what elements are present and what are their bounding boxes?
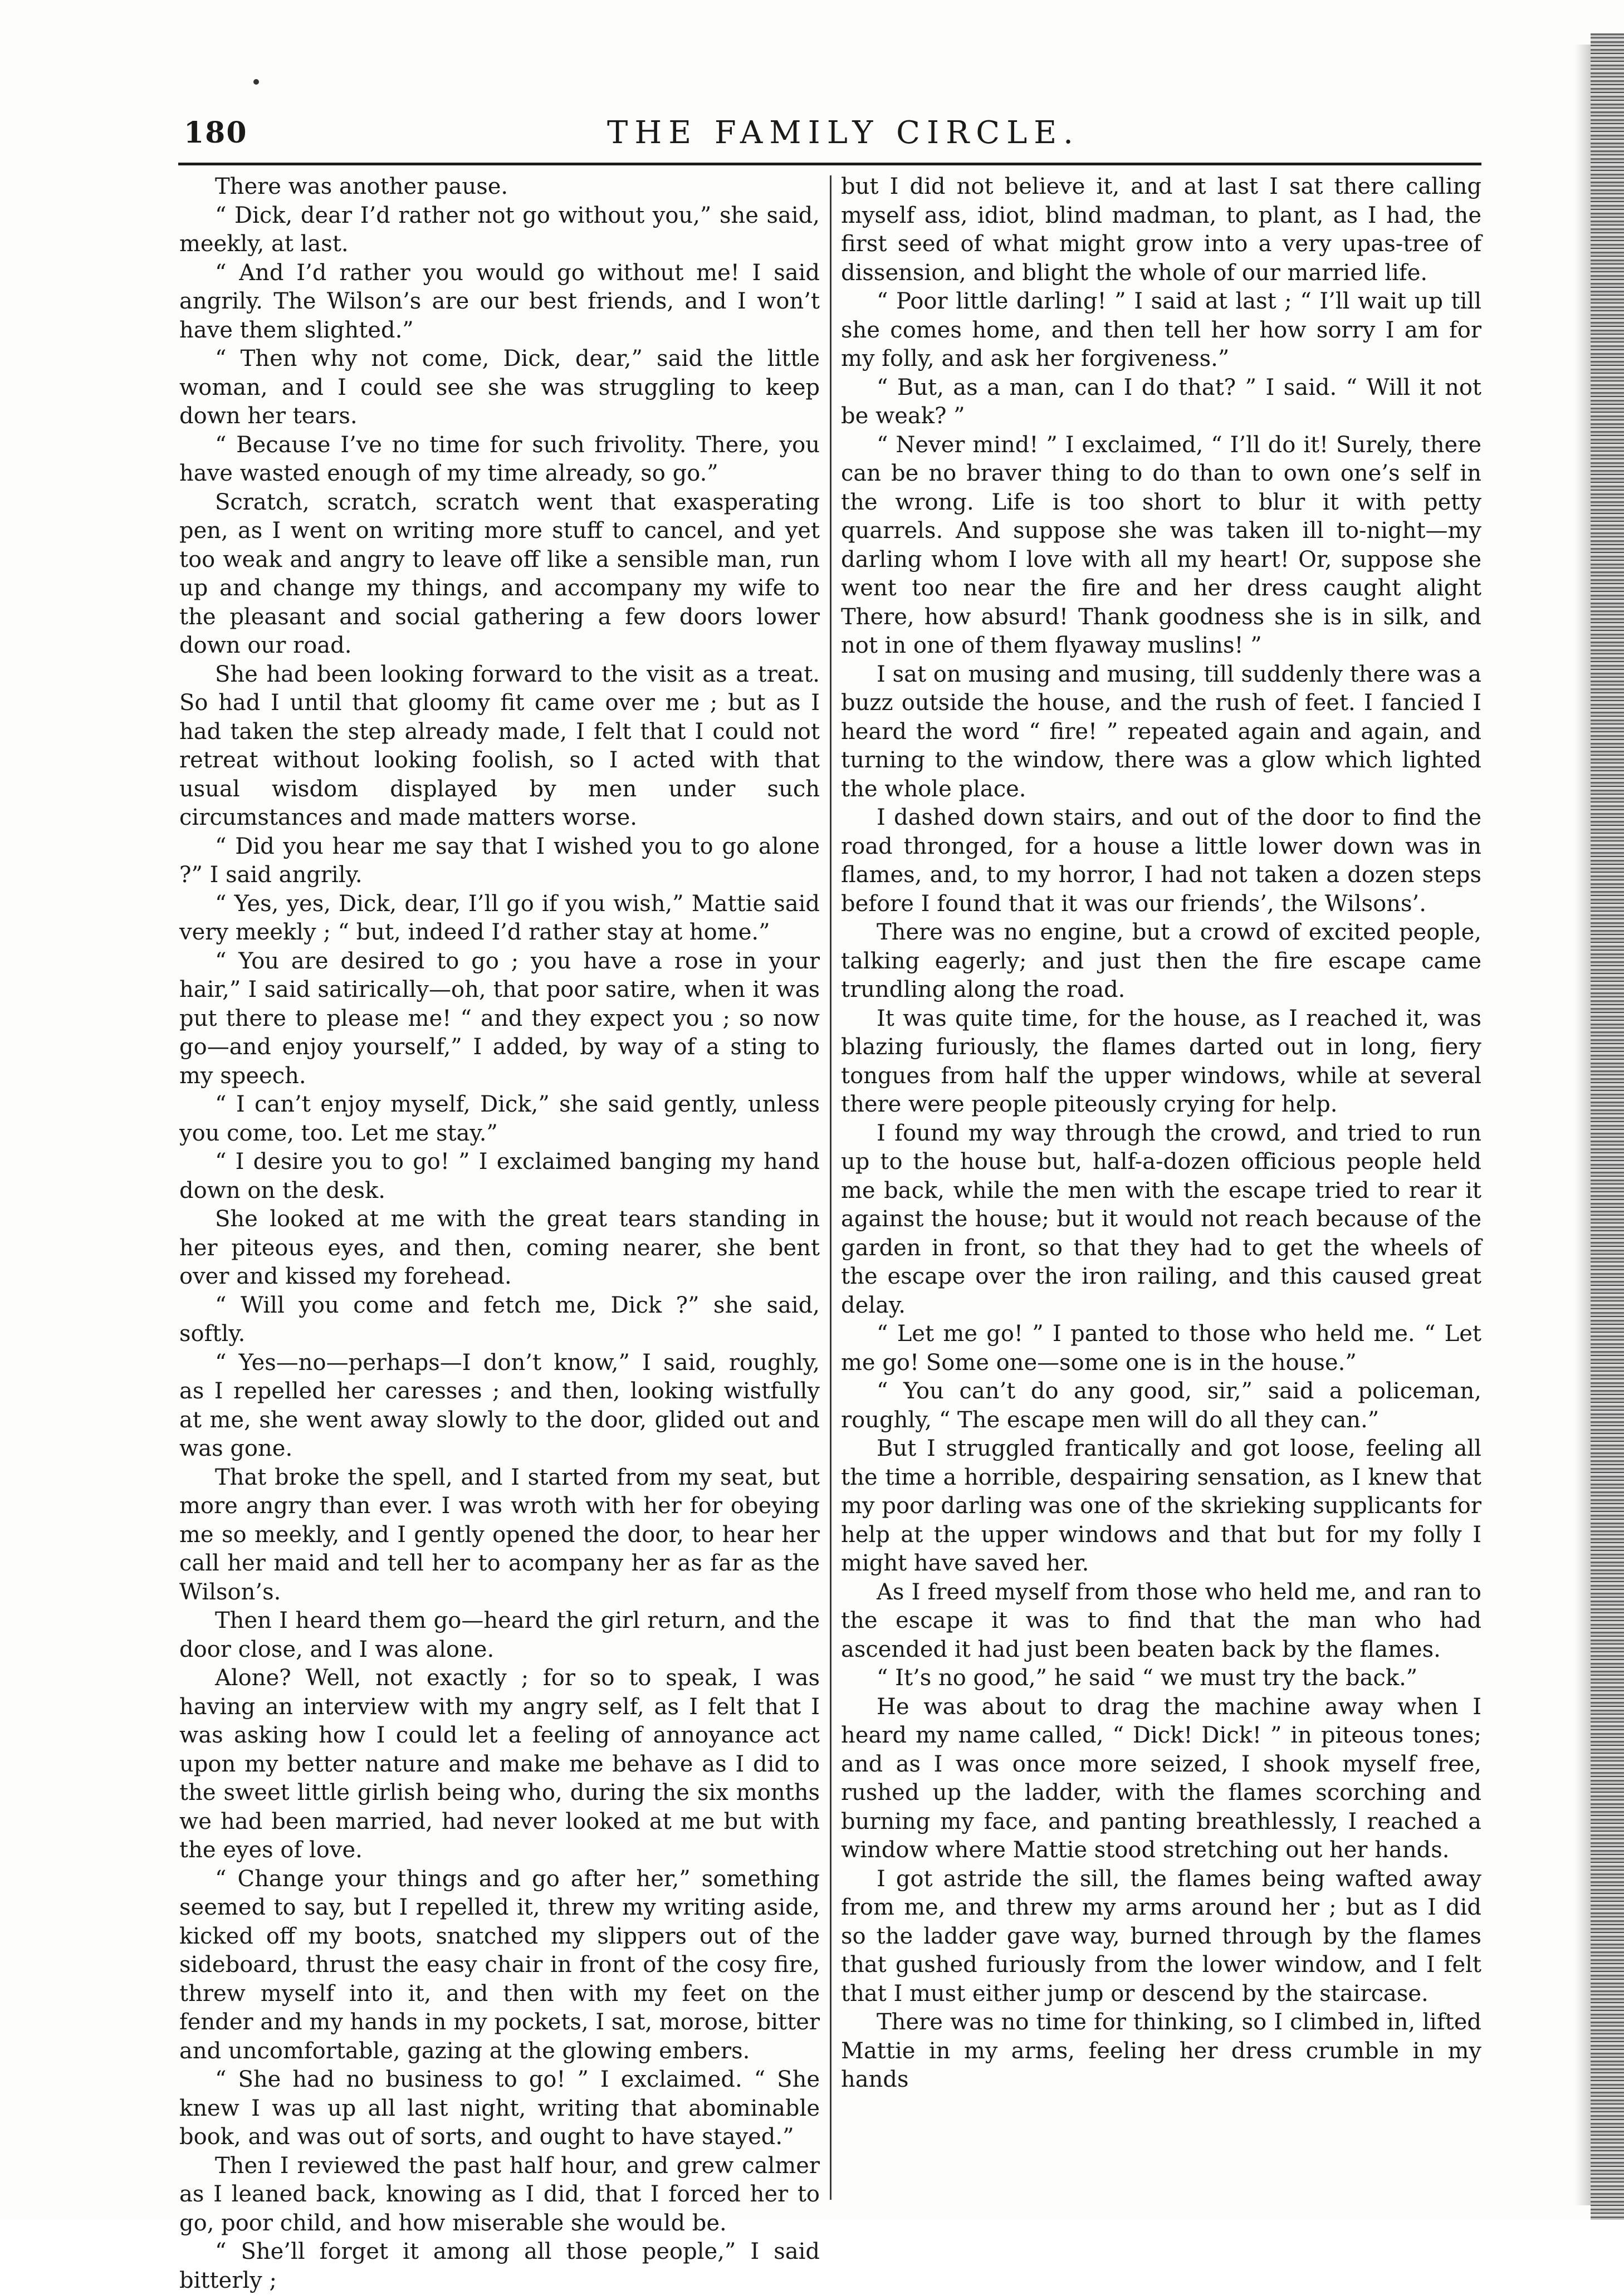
paragraph: but I did not believe it, and at last I sat there calling myself ass, idiot, blind madman, to plant, as I had, the first seed of what might grow into a very upas-tree of dissension, and blight the whole of our married life. xyxy=(841,174,1481,286)
paragraph: “ Yes, yes, Dick, dear, I’ll go if you wish,” Mattie said very meekly ; “ but, indeed I’d rather stay at home.” xyxy=(179,890,820,945)
paragraph: It was quite time, for the house, as I reached it, was blazing furiously, the flames darted out in long, fiery tongues from half the upper windows, while at several there were people piteously crying for help. xyxy=(841,1005,1481,1117)
running-title: THE FAMILY CIRCLE. xyxy=(607,115,1080,151)
paragraph: Scratch, scratch, scratch went that exasperating pen, as I went on writing more stuff to cancel, and yet too weak and angry to leave off like a sensible man, run up and change my things, and accompany my wife to the pleasant and social gathering a few doors lower down our road. xyxy=(179,489,820,658)
paragraph: “ Yes—no—perhaps—I don’t know,” I said, roughly, as I repelled her caresses ; and then, looking wistfully at me, she went away slowly to the door, glided out and was gone. xyxy=(179,1349,820,1461)
page-number: 180 xyxy=(184,116,248,150)
paragraph: There was no engine, but a crowd of excited people, talking eagerly; and just then the fire escape came trundling along the road. xyxy=(841,919,1481,1002)
paragraph: Alone? Well, not exactly ; for so to speak, I was having an interview with my angry self, as I felt that I was asking how I could let a feeling of annoyance act upon my better nature and make me behave as I did to the sweet little girlish being who, during the six months we had been married, had never looked at me but with the eyes of love. xyxy=(179,1665,820,1863)
page-header xyxy=(184,116,1481,159)
ink-speck xyxy=(253,79,259,85)
paragraph: I found my way through the crowd, and tried to run up to the house but, half-a-dozen officious people held me back, while the men with the escape tried to rear it against the house; but it would not reach because of the garden in front, so that they had to get the wheels of the escape over the iron railing, and this caused great delay. xyxy=(841,1120,1481,1318)
paragraph: Then I heard them go—heard the girl return, and the door close, and I was alone. xyxy=(179,1608,820,1662)
paragraph: “ Will you come and fetch me, Dick ?” she said, softly. xyxy=(179,1292,820,1347)
paragraph: “ Change your things and go after her,” something seemed to say, but I repelled it, threw my writing aside, kicked off my boots, snatched my slippers out of the sideboard, thrust the easy chair in front of the cosy fire, threw myself into it, and then with my feet on the fender and my hands in my pockets, I sat, morose, bitter and uncomfortable, gazing at the glowing embers. xyxy=(179,1866,820,2064)
paragraph: “ She had no business to go! ” I exclaimed. “ She knew I was up all last night, writing that abominable book, and was out of sorts, and ought to have stayed.” xyxy=(179,2067,820,2150)
paragraph: “ She’ll forget it among all those people,” I said bitterly ; xyxy=(179,2239,820,2293)
right-column xyxy=(841,173,1481,2200)
paragraph: “ Poor little darling! ” I said at last ; “ I’ll wait up till she comes home, and then tell her how sorry I am for my folly, and ask her forgiveness.” xyxy=(841,288,1481,371)
paragraph: “ But, as a man, can I do that? ” I said. “ Will it not be weak? ” xyxy=(841,374,1481,429)
binding-edge xyxy=(1591,33,1624,2220)
column-divider xyxy=(830,175,831,2200)
paragraph: As I freed myself from those who held me, and ran to the escape it was to find that the man who had ascended it had just been beaten back by the flames. xyxy=(841,1579,1481,1662)
paragraph: I sat on musing and musing, till suddenly there was a buzz outside the house, and the rush of feet. I fancied I heard the word “ fire! ” repeated again and again, and turning to the window, there was a glow which lighted the whole place. xyxy=(841,661,1481,802)
paragraph: “ Dick, dear I’d rather not go without you,” she said, meekly, at last. xyxy=(179,202,820,257)
paragraph: He was about to drag the machine away when I heard my name called, “ Dick! Dick! ” in piteous tones; and as I was once more seized, I shook myself free, rushed up the ladder, with the flames scorching and burning my face, and panting breathlessly, I reached a window where Mattie stood stretching out her hands. xyxy=(841,1694,1481,1863)
paragraph: Then I reviewed the past half hour, and grew calmer as I leaned back, knowing as I did, that I forced her to go, poor child, and how miserable she would be. xyxy=(179,2152,820,2236)
binding-shadow xyxy=(1575,45,1591,2205)
paragraph: There was another pause. xyxy=(215,174,508,199)
paragraph: She looked at me with the great tears standing in her piteous eyes, and then, coming nearer, she bent over and kissed my forehead. xyxy=(179,1206,820,1289)
paragraph: “ And I’d rather you would go without me! I said angrily. The Wilson’s are our best friends, and I won’t have them slighted.” xyxy=(179,260,820,343)
paragraph: “ You are desired to go ; you have a rose in your hair,” I said satirically—oh, that poor satire, when it was put there to please me! “ and they expect you ; so now go—and enjoy yourself,” I added, by way of a sting to my speech. xyxy=(179,948,820,1089)
paragraph: “ It’s no good,” he said “ we must try the back.” xyxy=(877,1665,1418,1691)
paragraph: “ Never mind! ” I exclaimed, “ I’ll do it! Surely, there can be no braver thing to do than to own one’s self in the wrong. Life is too short to blur it with petty quarrels. And suppose she was taken ill to-night—my darling whom I love with all my heart! Or, suppose she went too near the fire and her dress caught alight There, how absurd! Thank goodness she is in silk, and not in one of them flyaway muslins! ” xyxy=(841,432,1481,658)
paragraph: She had been looking forward to the visit as a treat. So had I until that gloomy fit came over me ; but as I had taken the step already made, I felt that I could not retreat without looking foolish, so I acted with that usual wisdom displayed by men under such circumstances and made matters worse. xyxy=(179,661,820,830)
paragraph: That broke the spell, and I started from my seat, but more angry than ever. I was wroth with her for obeying me so meekly, and I gently opened the door, to hear her call her maid and tell her to acompany her as far as the Wilson’s. xyxy=(179,1464,820,1605)
paragraph: “ Then why not come, Dick, dear,” said the little woman, and I could see she was struggling to keep down her tears. xyxy=(179,346,820,429)
paragraph: “ Because I’ve no time for such frivolity. There, you have wasted enough of my time already, so go.” xyxy=(179,432,820,486)
paragraph: I dashed down stairs, and out of the door to find the road thronged, for a house a little lower down was in flames, and, to my horror, I had not taken a dozen steps before I found that it was our friends’, the Wilsons’. xyxy=(841,805,1481,917)
paragraph: “ Did you hear me say that I wished you to go alone ?” I said angrily. xyxy=(179,833,820,888)
paragraph: “ I desire you to go! ” I exclaimed banging my hand down on the desk. xyxy=(179,1149,820,1203)
left-column xyxy=(179,173,820,2293)
header-rule xyxy=(178,163,1481,165)
paragraph: “ I can’t enjoy myself, Dick,” she said gently, unless you come, too. Let me stay.” xyxy=(179,1092,820,1146)
paragraph: I got astride the sill, the flames being wafted away from me, and threw my arms around her ; but as I did so the ladder gave way, burned through by the flames that gushed furiously from the lower window, and I felt that I must either jump or descend by the staircase. xyxy=(841,1866,1481,2007)
paragraph: But I struggled frantically and got loose, feeling all the time a horrible, despairing sensation, as I knew that my poor darling was one of the skrieking supplicants for help at the upper windows and that but for my folly I might have saved her. xyxy=(841,1436,1481,1576)
paragraph: There was no time for thinking, so I climbed in, lifted Mattie in my arms, feeling her dress crumble in my hands xyxy=(841,2009,1481,2092)
paragraph: “ Let me go! ” I panted to those who held me. “ Let me go! Some one—some one is in the house.” xyxy=(841,1321,1481,1376)
paragraph: “ You can’t do any good, sir,” said a policeman, roughly, “ The escape men will do all they can.” xyxy=(841,1378,1481,1433)
